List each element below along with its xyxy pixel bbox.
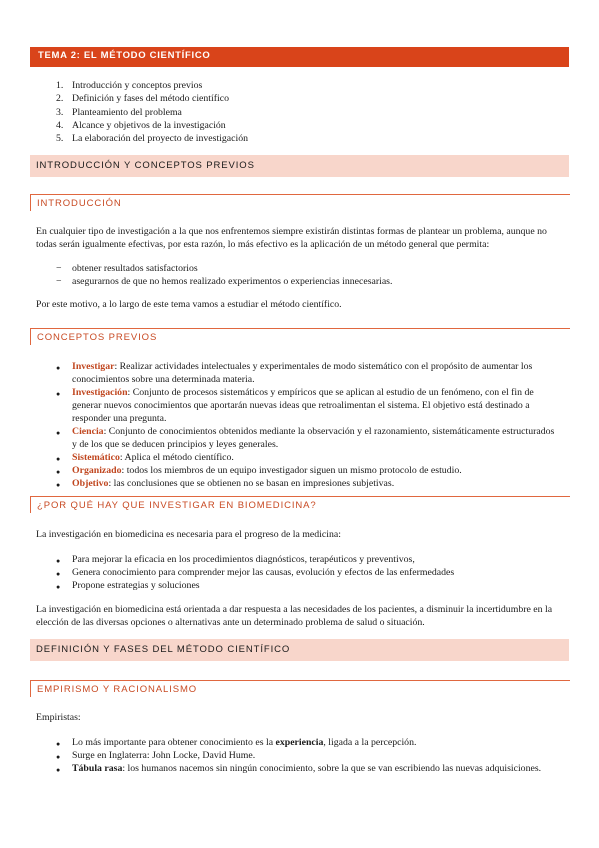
- concept-item: ● Objetivo: las conclusiones que se obtienen no se basan en impresiones subjetivas.: [56, 477, 556, 490]
- list-item: − asegurarnos de que no hemos realizado experimentos o experiencias innecesarias.: [56, 275, 556, 288]
- toc-item: 4. Alcance y objetivos de la investigación: [56, 119, 226, 131]
- empiristas-label: Empiristas:: [36, 712, 81, 723]
- concept-item: ● Sistemático: Aplica el método científico.: [56, 451, 556, 464]
- empiristas-list: [56, 736, 556, 775]
- toc-item: 5. La elaboración del proyecto de investigación: [56, 133, 248, 145]
- list-item: ● Propone estrategias y soluciones: [56, 579, 556, 592]
- subheading-empirismo-racionalismo: EMPIRISMO Y RACIONALISMO: [30, 680, 570, 697]
- table-of-contents: [56, 79, 248, 145]
- section-heading-introduccion-conceptos: INTRODUCCIÓN Y CONCEPTOS PREVIOS: [30, 155, 569, 177]
- why-list: [56, 553, 556, 592]
- subheading-introduccion: INTRODUCCIÓN: [30, 194, 570, 211]
- list-item: ● Genera conocimiento para comprender mejor las causas, evolución y efectos de las enfermedades: [56, 566, 556, 579]
- list-item: ● Lo más importante para obtener conocimiento es la experiencia, ligada a la percepción.: [56, 736, 556, 749]
- document-title: TEMA 2: EL MÉTODO CIENTÍFICO: [38, 50, 211, 61]
- list-item: ● Tábula rasa: los humanos nacemos sin ningún conocimiento, sobre la que se van escribiendo las nuevas adquisiciones.: [56, 762, 556, 775]
- subheading-conceptos-previos: CONCEPTOS PREVIOS: [30, 328, 570, 345]
- concept-item: ● Investigar: Realizar actividades intelectuales y experimentales de modo sistemático con el propósito de aumentar los conocimientos sobre una determinada materia.: [56, 360, 556, 386]
- intro-list: [56, 262, 556, 288]
- concept-item: ● Ciencia: Conjunto de conocimientos obtenidos mediante la observación y el razonamiento, sistemáticamente estructurados y de los que se deducen principios y leyes generales.: [56, 425, 556, 451]
- why-closing: La investigación en biomedicina está orientada a dar respuesta a las necesidades de los pacientes, a disminuir la incertidumbre en la elección de las diversas opciones o alternativas ante un determinado problema de salud o situación.: [36, 604, 553, 628]
- list-item: ● Surge en Inglaterra: John Locke, David Hume.: [56, 749, 556, 762]
- intro-paragraph: En cualquier tipo de investigación a la que nos enfrentemos siempre existirán distintas formas de plantear un problema, aunque no todas serán igualmente efectivas, por esta razón, lo más efectivo es la aplicación de un método general que permita:: [36, 226, 547, 250]
- toc-item: 1. Introducción y conceptos previos: [56, 80, 203, 91]
- subheading-por-que-investigar: ¿POR QUÉ HAY QUE INVESTIGAR EN BIOMEDICINA?: [30, 496, 570, 513]
- list-item: − obtener resultados satisfactorios: [56, 262, 556, 275]
- concept-item: ● Investigación: Conjunto de procesos sistemáticos y empíricos que se aplican al estudio de un fenómeno, con el fin de generar nuevos conocimientos que aportarán nuevas ideas que retroalimentan el sistema. El objetivo está destinado a responder una pregunta.: [56, 386, 556, 425]
- section-heading-definicion-fases: DEFINICIÓN Y FASES DEL MÉTODO CIENTÍFICO: [30, 639, 569, 661]
- toc-item: 2. Definición y fases del método científico: [56, 93, 229, 105]
- document-title-bar: [30, 47, 569, 67]
- concept-item: ● Organizado: todos los miembros de un equipo investigador siguen un mismo protocolo de estudio.: [56, 464, 556, 477]
- toc-item: 3. Planteamiento del problema: [56, 106, 182, 118]
- intro-closing: Por este motivo, a lo largo de este tema vamos a estudiar el método científico.: [36, 299, 342, 310]
- why-paragraph: La investigación en biomedicina es necesaria para el progreso de la medicina:: [36, 529, 341, 540]
- concepts-list: [56, 360, 556, 490]
- list-item: ● Para mejorar la eficacia en los procedimientos diagnósticos, terapéuticos y preventivos,: [56, 553, 556, 566]
